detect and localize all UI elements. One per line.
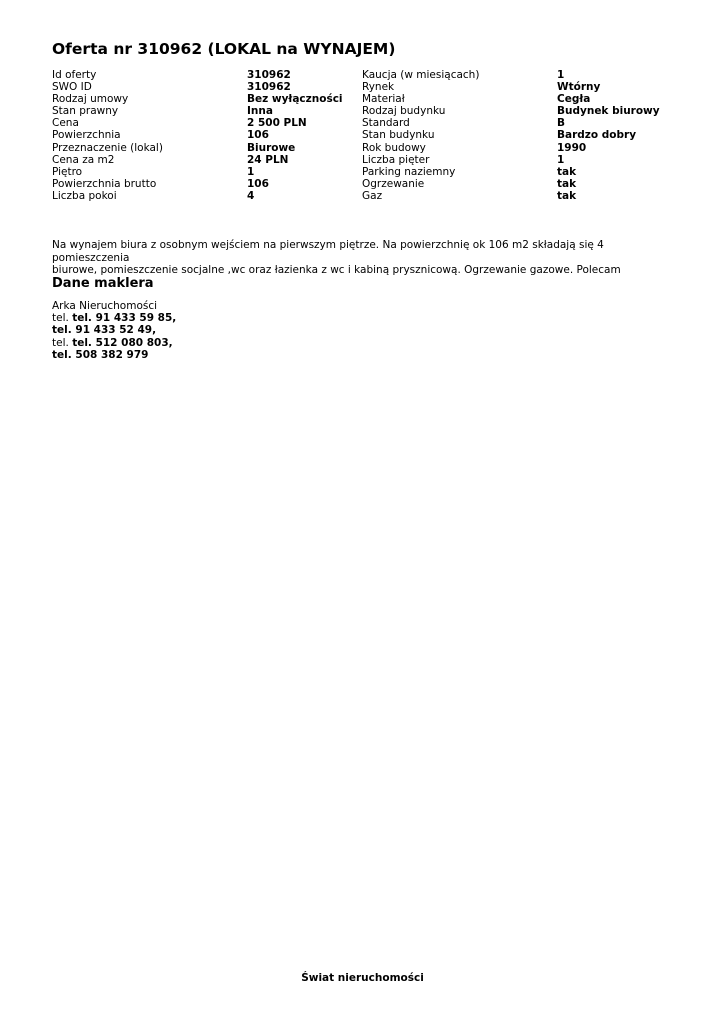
property-value: B xyxy=(557,117,566,130)
agency-name: Arka Nieruchomości xyxy=(52,300,158,312)
property-value: tak xyxy=(557,189,577,202)
property-label: Rok budowy xyxy=(362,141,426,154)
agent-phone: tel. 91 433 52 49, xyxy=(52,324,157,337)
property-label: Standard xyxy=(362,117,410,130)
property-label: Parking naziemny xyxy=(362,165,456,178)
property-value: 1990 xyxy=(557,141,587,154)
property-value: 24 PLN xyxy=(247,153,289,166)
tel-prefix: tel. xyxy=(52,336,69,349)
property-label: Przeznaczenie (lokal) xyxy=(52,141,163,154)
property-row xyxy=(52,178,692,190)
property-row xyxy=(52,166,692,178)
property-label: Gaz xyxy=(362,189,383,202)
property-value: 2 500 PLN xyxy=(247,117,307,130)
property-label: Powierzchnia brutto xyxy=(52,177,157,190)
property-label: Rynek xyxy=(362,81,395,94)
agent-phone: tel. 512 080 803, xyxy=(72,336,173,349)
property-value: Wtórny xyxy=(557,81,601,94)
property-value: Bez wyłączności xyxy=(247,93,343,106)
property-value: 4 xyxy=(247,189,255,202)
property-value: Biurowe xyxy=(247,141,296,154)
property-value: 310962 xyxy=(247,69,291,81)
property-label: Liczba pięter xyxy=(362,153,430,166)
properties-table xyxy=(52,69,692,202)
property-value: 1 xyxy=(557,69,565,81)
property-value: Cegła xyxy=(557,93,591,106)
property-label: Cena xyxy=(52,117,79,130)
agent-details xyxy=(52,300,176,361)
property-label: Materiał xyxy=(362,93,405,106)
property-row xyxy=(52,81,692,93)
property-label: Rodzaj umowy xyxy=(52,93,129,106)
property-row xyxy=(52,190,692,202)
agent-phone-line xyxy=(52,312,176,324)
offer-title: Oferta nr 310962 (LOKAL na WYNAJEM) xyxy=(52,40,396,58)
agent-phone: tel. 508 382 979 xyxy=(52,348,149,361)
property-row xyxy=(52,129,692,141)
description-line: biurowe, pomieszczenie socjalne ,wc oraz łazienka z wc i kabiną prysznicową. Ogrzewanie gazowe. Polecam xyxy=(52,264,621,277)
property-value: 1 xyxy=(557,153,565,166)
property-value: tak xyxy=(557,165,577,178)
property-value: Budynek biurowy xyxy=(557,105,660,118)
property-label: Piętro xyxy=(52,165,83,178)
property-label: Powierzchnia xyxy=(52,129,121,142)
property-label: Rodzaj budynku xyxy=(362,105,446,118)
property-label: Stan prawny xyxy=(52,105,119,118)
property-value: 1 xyxy=(247,165,255,178)
property-row xyxy=(52,142,692,154)
property-row xyxy=(52,93,692,105)
property-label: Liczba pokoi xyxy=(52,189,117,202)
property-label: Stan budynku xyxy=(362,129,435,142)
page-footer: Świat nieruchomości xyxy=(301,972,424,984)
property-value: Inna xyxy=(247,105,273,118)
property-label: Id oferty xyxy=(52,69,97,81)
property-row xyxy=(52,154,692,166)
agent-phone-line xyxy=(52,324,176,336)
property-row xyxy=(52,69,692,81)
property-value: Bardzo dobry xyxy=(557,129,637,142)
agent-phone: tel. 91 433 59 85, xyxy=(72,312,177,325)
property-value: 310962 xyxy=(247,81,291,94)
property-label: SWO ID xyxy=(52,81,92,94)
description-line: Na wynajem biura z osobnym wejściem na pierwszym piętrze. Na powierzchnię ok 106 m2 składają się 4 pomieszczenia xyxy=(52,239,604,264)
tel-prefix: tel. xyxy=(52,312,69,325)
property-row xyxy=(52,105,692,117)
property-row xyxy=(52,117,692,129)
property-label: Kaucja (w miesiącach) xyxy=(362,69,480,81)
property-label: Cena za m2 xyxy=(52,153,115,166)
property-label: Ogrzewanie xyxy=(362,177,425,190)
property-value: 106 xyxy=(247,129,269,142)
property-value: tak xyxy=(557,177,577,190)
offer-description xyxy=(52,239,682,277)
agent-phone-line xyxy=(52,337,176,349)
agent-heading: Dane maklera xyxy=(52,276,154,291)
property-value: 106 xyxy=(247,177,269,190)
agent-phone-line xyxy=(52,349,176,361)
